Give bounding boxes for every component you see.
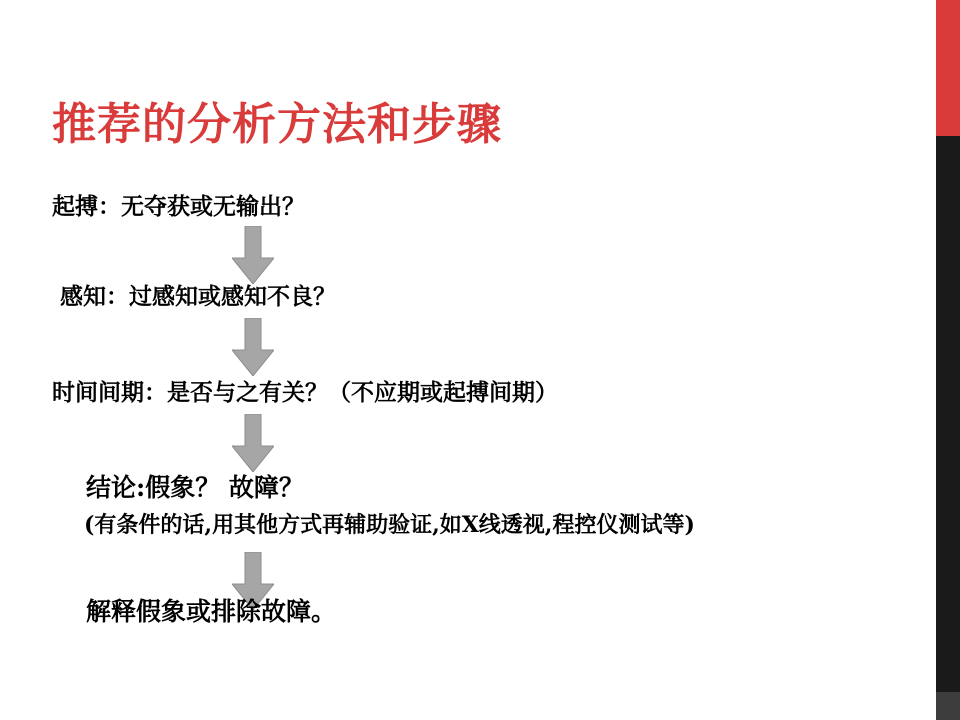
flow-step-timing: 时间间期：是否与之有关？（不应期或起搏间期） [52,379,558,406]
decor-bar-red [936,0,960,136]
down-arrow-icon [232,226,274,284]
down-arrow-icon [232,318,274,376]
flow-step-resolution: 解释假象或排除故障。 [86,597,337,626]
flow-step-pacing: 起搏：无夺获或无输出？ [52,193,305,220]
decor-bar-black [936,136,960,692]
flow-step-conclusion: 结论:假象？ 故障？ [86,473,304,502]
page-title: 推荐的分析方法和步骤 [52,99,502,150]
down-arrow-icon [232,414,274,472]
flow-step-conclusion-note: (有条件的话,用其他方式再辅助验证,如X线透视,程控仪测试等) [84,512,695,538]
decor-bar-gray [936,692,960,720]
flow-step-sensing: 感知：过感知或感知不良？ [60,283,336,310]
